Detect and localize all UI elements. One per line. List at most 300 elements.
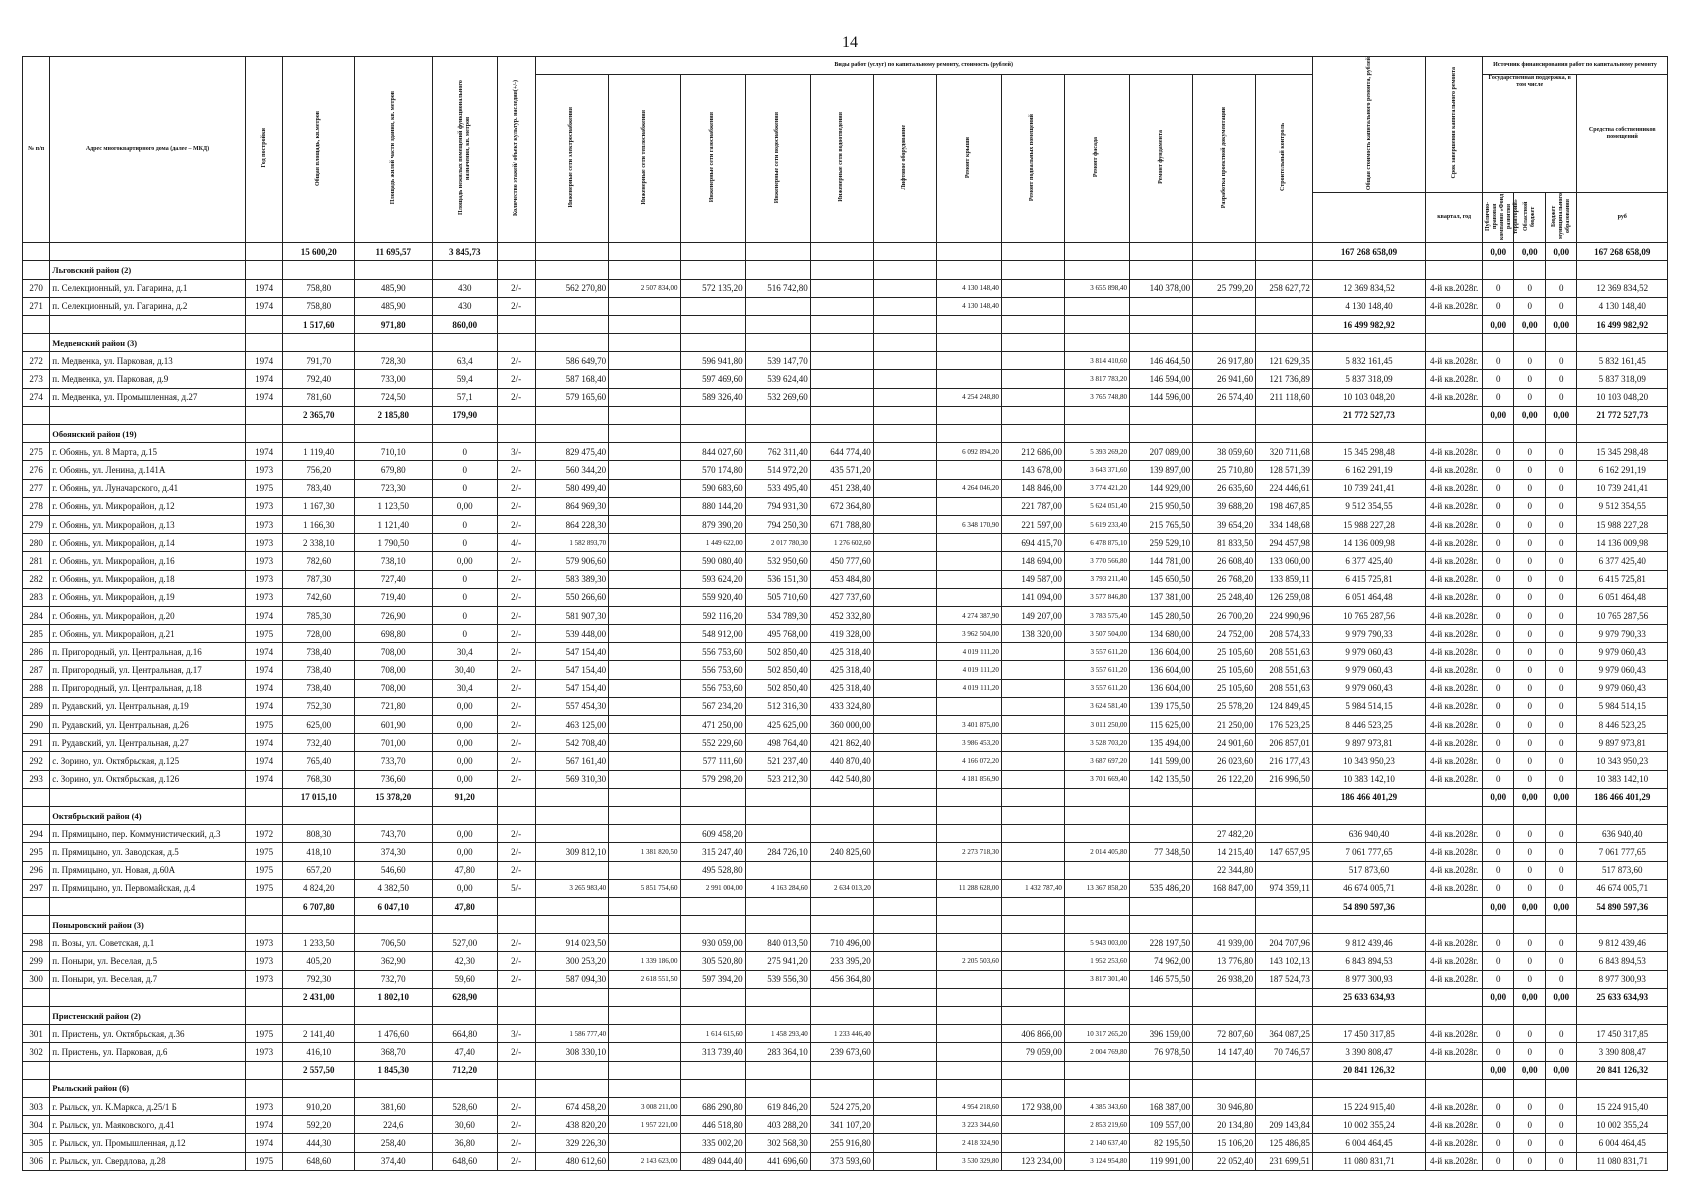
table-cell: 0 [432, 570, 497, 588]
table-cell: 532 269,60 [745, 388, 810, 406]
table-cell: 2 205 503,60 [936, 952, 1001, 970]
table-cell: 2 017 780,30 [745, 534, 810, 552]
district-total-row [23, 406, 1668, 424]
table-cell: г. Обоянь, ул. Микрорайон, д.14 [50, 534, 245, 552]
table-cell: 74 962,00 [1130, 952, 1193, 970]
table-cell: 0 [1514, 552, 1546, 570]
table-cell: 433 324,80 [810, 697, 873, 715]
table-cell: 17 450 317,85 [1312, 1025, 1425, 1043]
table-cell: 4-й кв.2028г. [1426, 534, 1483, 552]
district-name: Рыльский район (6) [50, 1079, 245, 1097]
col-year-header: Год постройки [260, 128, 267, 168]
table-cell: 579 298,20 [680, 770, 745, 788]
table-cell: 10 739 241,41 [1577, 479, 1668, 497]
table-cell: 2 004 769,80 [1064, 1043, 1129, 1061]
table-cell: 146 594,00 [1130, 370, 1193, 388]
district-total-row [23, 897, 1668, 915]
table-cell: 3 401 875,00 [936, 716, 1001, 734]
table-cell: 7 061 777,65 [1312, 843, 1425, 861]
table-cell: 485,90 [354, 279, 432, 297]
table-cell: 403 288,20 [745, 1116, 810, 1134]
table-cell: 0 [1545, 661, 1577, 679]
table-cell: 4-й кв.2028г. [1426, 734, 1483, 752]
table-row [23, 352, 1668, 370]
table-cell: 0 [1482, 661, 1514, 679]
table-cell: 9 979 060,43 [1312, 643, 1425, 661]
table-cell: 442 540,80 [810, 770, 873, 788]
table-cell: 0 [1545, 588, 1577, 606]
table-cell: 1974 [245, 370, 283, 388]
table-cell: 221 787,00 [1001, 497, 1064, 515]
table-cell: 9 979 060,43 [1577, 643, 1668, 661]
district-total-cell: 0,00 [1545, 897, 1577, 915]
table-cell [609, 370, 680, 388]
table-cell: 1 614 615,60 [680, 1025, 745, 1043]
table-cell: п. Пригородный, ул. Центральная, д.16 [50, 643, 245, 661]
table-cell: 10 343 950,23 [1312, 752, 1425, 770]
table-cell: 0 [1545, 952, 1577, 970]
table-cell: 756,20 [283, 461, 354, 479]
table-cell: 930 059,00 [680, 934, 745, 952]
table-cell: 1973 [245, 515, 283, 533]
col-total-area-header: Общая площадь, кв.метров [315, 110, 322, 186]
table-cell: 10 317 265,20 [1064, 1025, 1129, 1043]
table-cell: 14 136 009,98 [1577, 534, 1668, 552]
table-cell [873, 679, 936, 697]
table-cell: 215 765,50 [1130, 515, 1193, 533]
table-cell: 149 587,00 [1001, 570, 1064, 588]
table-cell: 221 597,00 [1001, 515, 1064, 533]
col-gas-header: Инженерные сети газоснабжения [709, 112, 716, 203]
table-cell: 270 [23, 279, 50, 297]
table-cell [609, 861, 680, 879]
table-cell [873, 1025, 936, 1043]
table-cell: 5 832 161,45 [1312, 352, 1425, 370]
table-cell: 109 557,00 [1130, 1116, 1193, 1134]
table-cell: 1975 [245, 879, 283, 897]
table-cell: 27 482,20 [1193, 825, 1256, 843]
table-cell: 2/- [497, 1134, 535, 1152]
table-cell: 0 [1482, 1152, 1514, 1170]
table-cell [609, 497, 680, 515]
table-cell: 528,60 [432, 1097, 497, 1115]
table-cell [609, 297, 680, 315]
table-cell: 10 002 355,24 [1312, 1116, 1425, 1134]
table-cell: 76 978,50 [1130, 1043, 1193, 1061]
table-cell [873, 352, 936, 370]
table-cell: 291 [23, 734, 50, 752]
table-cell: 0 [432, 479, 497, 497]
table-cell: 10 383 142,10 [1577, 770, 1668, 788]
table-cell: 10 002 355,24 [1577, 1116, 1668, 1134]
table-cell: 452 332,80 [810, 606, 873, 624]
table-cell: 0 [1482, 1025, 1514, 1043]
table-cell: 1974 [245, 770, 283, 788]
table-cell: 0 [1545, 1116, 1577, 1134]
table-cell [873, 661, 936, 679]
table-cell: 785,30 [283, 606, 354, 624]
table-cell [609, 479, 680, 497]
table-cell: 4-й кв.2028г. [1426, 461, 1483, 479]
table-cell: 0 [1514, 497, 1546, 515]
table-cell: 743,70 [354, 825, 432, 843]
table-cell: 211 118,60 [1256, 388, 1313, 406]
table-cell: 9 979 790,33 [1577, 625, 1668, 643]
table-cell: 215 950,50 [1130, 497, 1193, 515]
table-cell: 792,30 [283, 970, 354, 988]
district-name: Поныровский район (3) [50, 916, 245, 934]
table-cell [810, 825, 873, 843]
table-row [23, 643, 1668, 661]
table-cell [936, 534, 1001, 552]
table-cell [936, 588, 1001, 606]
table-cell: 216 996,50 [1256, 770, 1313, 788]
district-header-row [23, 334, 1668, 352]
table-cell: 1974 [245, 297, 283, 315]
table-cell: 4-й кв.2028г. [1426, 1025, 1483, 1043]
table-cell: 149 207,00 [1001, 606, 1064, 624]
table-cell: 3/- [497, 443, 535, 461]
table-cell: 706,50 [354, 934, 432, 952]
table-cell: г. Обоянь, ул. Микрорайон, д.18 [50, 570, 245, 588]
col-term-header: Срок завершения капитального ремонта [1450, 67, 1457, 179]
table-cell: 0 [1545, 297, 1577, 315]
district-total-cell: 15 378,20 [354, 788, 432, 806]
table-cell: 1 119,40 [283, 443, 354, 461]
table-cell: 1 476,60 [354, 1025, 432, 1043]
table-cell: 46 674 005,71 [1577, 879, 1668, 897]
table-cell: г. Рыльск, ул. Маяковского, д.41 [50, 1116, 245, 1134]
table-cell: 0 [1482, 879, 1514, 897]
table-cell: п. Медвенка, ул. Парковая, д.13 [50, 352, 245, 370]
table-cell: 505 710,60 [745, 588, 810, 606]
table-cell [535, 297, 609, 315]
table-cell [873, 497, 936, 515]
table-cell: 5/- [497, 879, 535, 897]
table-cell: 209 143,84 [1256, 1116, 1313, 1134]
table-cell [609, 443, 680, 461]
table-cell: 597 469,60 [680, 370, 745, 388]
table-cell: 258 627,72 [1256, 279, 1313, 297]
table-cell: 10 103 048,20 [1577, 388, 1668, 406]
table-cell: 0 [1482, 625, 1514, 643]
table-cell: 1 339 186,00 [609, 952, 680, 970]
table-cell: 1973 [245, 970, 283, 988]
table-cell: 208 551,63 [1256, 661, 1313, 679]
table-cell: 502 850,40 [745, 661, 810, 679]
table-cell: 3 774 421,20 [1064, 479, 1129, 497]
table-cell: 30,4 [432, 643, 497, 661]
table-cell: 26 938,20 [1193, 970, 1256, 988]
table-cell: 590 080,40 [680, 552, 745, 570]
table-cell: 1973 [245, 570, 283, 588]
table-cell: 0 [1514, 697, 1546, 715]
table-cell: 12 369 834,52 [1577, 279, 1668, 297]
table-cell [609, 606, 680, 624]
district-total-cell: 0,00 [1545, 1061, 1577, 1079]
district-total-cell: 2 365,70 [283, 406, 354, 424]
table-cell: 6 843 894,53 [1312, 952, 1425, 970]
table-cell: 1974 [245, 679, 283, 697]
table-cell: 601,90 [354, 716, 432, 734]
table-cell: 4 130 148,40 [936, 279, 1001, 297]
table-cell: 517 873,60 [1312, 861, 1425, 879]
grand-regional: 0,00 [1514, 243, 1546, 261]
table-cell: 1973 [245, 497, 283, 515]
table-row [23, 515, 1668, 533]
table-cell: 299 [23, 952, 50, 970]
table-cell: 4-й кв.2028г. [1426, 952, 1483, 970]
table-cell: 698,80 [354, 625, 432, 643]
district-total-cell: 1 845,30 [354, 1061, 432, 1079]
table-cell: 25 105,60 [1193, 661, 1256, 679]
table-cell: 552 229,60 [680, 734, 745, 752]
table-cell: 3 765 748,80 [1064, 388, 1129, 406]
table-cell: 495 768,00 [745, 625, 810, 643]
table-cell: 425 318,40 [810, 661, 873, 679]
table-cell: 2/- [497, 752, 535, 770]
district-total-cell: 25 633 634,93 [1577, 988, 1668, 1006]
table-cell: 3 783 575,40 [1064, 606, 1129, 624]
table-cell: 4-й кв.2028г. [1426, 825, 1483, 843]
grand-fund: 0,00 [1482, 243, 1514, 261]
table-cell: 0 [1514, 934, 1546, 952]
table-cell: 26 122,20 [1193, 770, 1256, 788]
table-cell: п. Пригородный, ул. Центральная, д.18 [50, 679, 245, 697]
table-cell: 0 [1545, 970, 1577, 988]
table-cell [1001, 770, 1064, 788]
table-cell: 30,4 [432, 679, 497, 697]
table-cell: 0 [1482, 588, 1514, 606]
table-cell: 724,50 [354, 388, 432, 406]
table-cell: 1972 [245, 825, 283, 843]
table-cell: 144 929,00 [1130, 479, 1193, 497]
table-cell: 438 820,20 [535, 1116, 609, 1134]
table-cell: 285 [23, 625, 50, 643]
table-cell: 648,60 [432, 1152, 497, 1170]
table-cell: 3 624 581,40 [1064, 697, 1129, 715]
table-cell: 726,90 [354, 606, 432, 624]
table-cell: 168 387,00 [1130, 1097, 1193, 1115]
table-cell: 679,80 [354, 461, 432, 479]
table-cell: 0 [1482, 1116, 1514, 1134]
table-cell: 0 [1545, 534, 1577, 552]
table-cell: 0 [1482, 825, 1514, 843]
table-cell: 3 962 504,00 [936, 625, 1001, 643]
table-cell: 9 512 354,55 [1312, 497, 1425, 515]
table-cell: 224,6 [354, 1116, 432, 1134]
table-cell: 305 [23, 1134, 50, 1152]
table-cell: 0 [432, 443, 497, 461]
table-cell: 25 105,60 [1193, 643, 1256, 661]
table-cell [745, 825, 810, 843]
table-cell: 6 377 425,40 [1577, 552, 1668, 570]
table-cell: 728,00 [283, 625, 354, 643]
table-cell [609, 661, 680, 679]
table-cell: 794 931,30 [745, 497, 810, 515]
table-cell: 533 495,40 [745, 479, 810, 497]
district-total-cell: 0,00 [1482, 788, 1514, 806]
table-cell: 0,00 [432, 497, 497, 515]
table-cell: 4 954 218,60 [936, 1097, 1001, 1115]
table-cell: 0,00 [432, 825, 497, 843]
table-cell: 3 770 566,80 [1064, 552, 1129, 570]
table-cell: 2 991 004,00 [680, 879, 745, 897]
table-cell: п. Поныри, ул. Веселая, д.5 [50, 952, 245, 970]
table-cell: 0 [1545, 1152, 1577, 1170]
table-cell: 140 378,00 [1130, 279, 1193, 297]
table-cell: п. Прямицыно, пер. Коммунистический, д.3 [50, 825, 245, 843]
table-cell: 25 710,80 [1193, 461, 1256, 479]
table-cell: 9 897 973,81 [1577, 734, 1668, 752]
table-cell: 4-й кв.2028г. [1426, 770, 1483, 788]
table-cell [873, 388, 936, 406]
table-cell: 4-й кв.2028г. [1426, 752, 1483, 770]
table-cell: 0 [1482, 952, 1514, 970]
table-cell: 794 250,30 [745, 515, 810, 533]
district-total-cell: 186 466 401,29 [1312, 788, 1425, 806]
table-cell: 3 557 611,20 [1064, 643, 1129, 661]
table-cell [936, 497, 1001, 515]
table-cell: 0 [432, 588, 497, 606]
table-cell: 587 168,40 [535, 370, 609, 388]
table-cell: 4 274 387,90 [936, 606, 1001, 624]
table-cell: 0 [1482, 734, 1514, 752]
table-cell: 8 977 300,93 [1577, 970, 1668, 988]
table-cell: 374,30 [354, 843, 432, 861]
table-cell: 539 448,00 [535, 625, 609, 643]
table-cell: 636 940,40 [1577, 825, 1668, 843]
table-row [23, 497, 1668, 515]
table-cell: 686 290,80 [680, 1097, 745, 1115]
table-cell: 1974 [245, 752, 283, 770]
district-header-row [23, 916, 1668, 934]
table-cell: 13 776,80 [1193, 952, 1256, 970]
table-cell: 4 166 072,20 [936, 752, 1001, 770]
table-cell: п. Прямицыно, ул. Заводская, д.5 [50, 843, 245, 861]
table-cell [1001, 697, 1064, 715]
table-cell: 280 [23, 534, 50, 552]
table-cell: 239 673,60 [810, 1043, 873, 1061]
table-cell: 7 061 777,65 [1577, 843, 1668, 861]
table-cell: 24 901,60 [1193, 734, 1256, 752]
district-header-row [23, 806, 1668, 824]
table-cell: 1973 [245, 934, 283, 952]
table-cell [1001, 279, 1064, 297]
table-cell: 4-й кв.2028г. [1426, 679, 1483, 697]
table-cell: 3 124 954,80 [1064, 1152, 1129, 1170]
table-cell [873, 534, 936, 552]
table-cell: 329 226,30 [535, 1134, 609, 1152]
table-cell: 0 [1514, 952, 1546, 970]
table-cell: 305 520,80 [680, 952, 745, 970]
table-row [23, 861, 1668, 879]
district-header-row [23, 425, 1668, 443]
table-cell: 39 654,20 [1193, 515, 1256, 533]
district-total-cell: 54 890 597,36 [1312, 897, 1425, 915]
table-cell: 547 154,40 [535, 679, 609, 697]
table-cell: 3 557 611,20 [1064, 679, 1129, 697]
table-cell: 25 248,40 [1193, 588, 1256, 606]
district-header-row [23, 261, 1668, 279]
table-cell: 320 711,68 [1256, 443, 1313, 461]
table-cell: 2/- [497, 461, 535, 479]
table-cell: 3 577 846,80 [1064, 588, 1129, 606]
table-cell: 14 136 009,98 [1312, 534, 1425, 552]
table-cell: 792,40 [283, 370, 354, 388]
table-cell: 625,00 [283, 716, 354, 734]
table-cell: 2 634 013,20 [810, 879, 873, 897]
table-cell: 9 812 439,46 [1577, 934, 1668, 952]
table-cell: 502 850,40 [745, 643, 810, 661]
table-cell: 0 [1482, 970, 1514, 988]
table-cell: 569 310,30 [535, 770, 609, 788]
table-cell: 144 781,00 [1130, 552, 1193, 570]
table-cell [1001, 934, 1064, 952]
table-cell: 516 742,80 [745, 279, 810, 297]
table-cell: 0 [1482, 497, 1514, 515]
col-address-header: Адрес многоквартирного дома (далее – МКД) [50, 57, 245, 243]
table-cell: 259 529,10 [1130, 534, 1193, 552]
table-cell: г. Обоянь, ул. Микрорайон, д.12 [50, 497, 245, 515]
table-cell: 208 574,33 [1256, 625, 1313, 643]
table-cell: 275 [23, 443, 50, 461]
table-cell: 0 [1514, 752, 1546, 770]
table-cell: 427 737,60 [810, 588, 873, 606]
table-cell: 148 846,00 [1001, 479, 1064, 497]
table-cell: 5 832 161,45 [1577, 352, 1668, 370]
table-cell [810, 279, 873, 297]
table-cell: 4 163 284,60 [745, 879, 810, 897]
table-cell: 0 [1514, 1043, 1546, 1061]
table-cell [873, 879, 936, 897]
table-cell: 1974 [245, 279, 283, 297]
table-cell: 762 311,40 [745, 443, 810, 461]
table-cell: 36,80 [432, 1134, 497, 1152]
table-cell [1001, 970, 1064, 988]
table-cell: 527,00 [432, 934, 497, 952]
table-cell: 723,30 [354, 479, 432, 497]
table-cell: 636 940,40 [1312, 825, 1425, 843]
funding-group-header: Источник финансирования работ по капитальному ремонту [1482, 57, 1667, 75]
table-cell: 25 105,60 [1193, 679, 1256, 697]
table-cell: п. Медвенка, ул. Промышленная, д.27 [50, 388, 245, 406]
table-cell: 14 215,40 [1193, 843, 1256, 861]
table-cell: 781,60 [283, 388, 354, 406]
table-cell: 0 [1514, 606, 1546, 624]
table-cell [873, 861, 936, 879]
table-cell: 137 381,00 [1130, 588, 1193, 606]
works-group-header: Виды работ (услуг) по капитальному ремонту, стоимость (рублей) [535, 57, 1312, 75]
table-cell: 26 700,20 [1193, 606, 1256, 624]
table-cell [609, 625, 680, 643]
table-cell: 4-й кв.2028г. [1426, 352, 1483, 370]
table-cell: 4-й кв.2028г. [1426, 661, 1483, 679]
table-cell: 3 008 211,00 [609, 1097, 680, 1115]
table-cell: 4 130 148,40 [1577, 297, 1668, 315]
table-cell: 9 812 439,46 [1312, 934, 1425, 952]
col-nonres-area-header: Площадь нежилых помещений функционального назначения, кв. метров [457, 80, 471, 216]
table-cell: 3 265 983,40 [535, 879, 609, 897]
table-cell: 3 557 611,20 [1064, 661, 1129, 679]
table-row [23, 570, 1668, 588]
table-cell: 2/- [497, 952, 535, 970]
table-cell [609, 643, 680, 661]
table-cell: 0 [1482, 697, 1514, 715]
district-total-cell: 16 499 982,92 [1577, 315, 1668, 333]
table-cell: 701,00 [354, 734, 432, 752]
table-cell: 0 [1514, 515, 1546, 533]
